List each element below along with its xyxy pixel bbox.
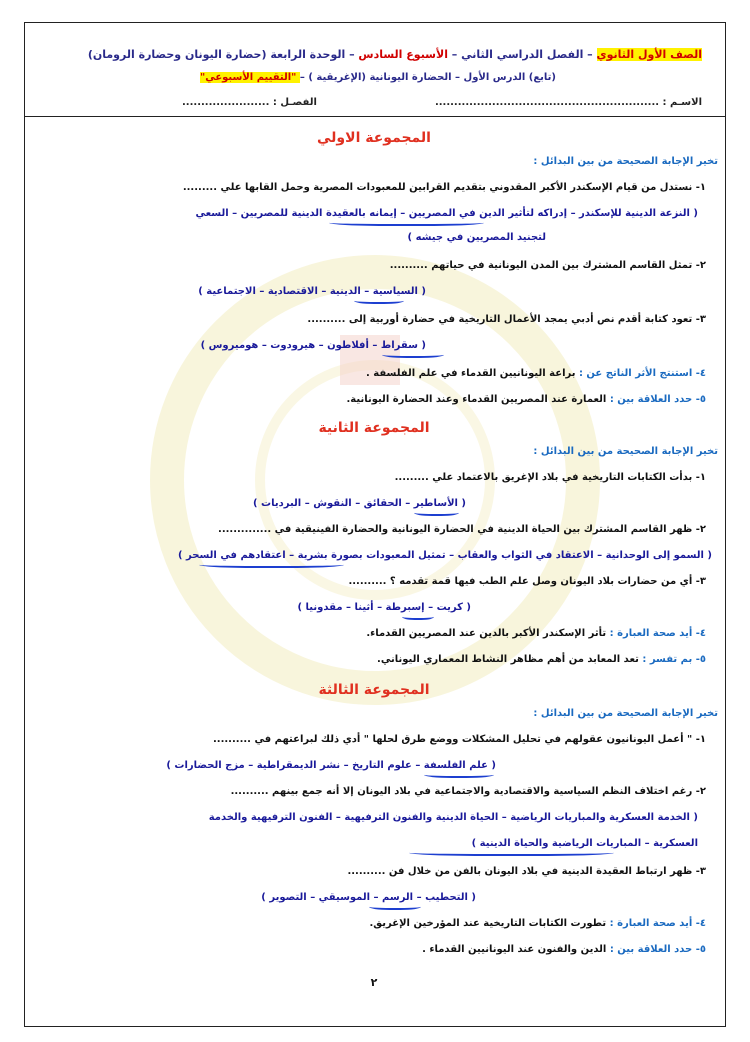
g3-question-5 [422,944,706,955]
g2-q3-options: ( كريت – إسبرطة – أثينا – مقدونيا ) [297,602,471,613]
weekly-eval-label: "التقييم الأسبوعي" [200,72,300,83]
group-2-instruction: تخير الإجابة الصحيحة من بين البدائل : [533,446,718,457]
name-field: الاسـم : ........................................................... [434,97,702,108]
header-line-1 [88,48,702,61]
g3-question-3: ٣- ظهر ارتباط العقيدة الدينية في بلاد اليونان بالفن من خلال فن .......... [347,866,706,877]
answer-underline [354,296,404,304]
g2-question-2: ٢- ظهر القاسم المشترك بين الحياة الدينية في الحضارة اليونانية والحضارة الفينيقية في .............. [218,524,706,535]
answer-underline [402,612,434,620]
grade-label: الصف الأول الثانوي [596,48,702,61]
g2-question-1: ١- بدأت الكتابات التاريخية في بلاد الإغريق بالاعتماد علي ......... [394,472,706,483]
g3-q2-options-b: العسكرية – المباريات الرياضية والحياة الدينية ) [471,838,698,849]
group-3-title: المجموعة الثالثة [318,682,430,698]
g1-question-3: ٣- تعود كتابة أقدم نص أدبي يمجد الأعمال التاريخية في حضارة أوربية إلى .......... [307,314,706,325]
worksheet [24,22,726,1027]
answer-underline [382,350,444,358]
g2-question-5 [377,654,706,665]
g3-q5-text: الدين والفنون عند اليونانيين القدماء . [422,944,610,955]
g2-question-4 [366,628,706,639]
g3-q5-label: ٥- حدد العلاقة بين : [609,944,706,955]
class-field: الفصـل : ....................... [182,97,317,108]
g2-q4-label: ٤- أيد صحة العبارة : [609,628,706,639]
g3-q1-options: ( علم الفلسفة – علوم التاريخ – نشر الديمقراطية – مزج الحضارات ) [166,760,496,771]
g3-q2-options-a: ( الخدمة العسكرية والمباريات الرياضية – الحياة الدينية والفنون الترفيهية – الفنون الترفيهية والخدمة [208,812,698,823]
page-number: ٢ [370,976,378,989]
g1-q4-text: براعة اليونانيين القدماء في علم الفلسفة . [365,368,579,379]
g3-q3-options: ( التحطيب – الرسم – الموسيقي – التصوير ) [261,892,476,903]
g1-question-2: ٢- تمثل القاسم المشترك بين المدن اليونانية في حياتهم .......... [389,260,706,271]
g1-question-1: ١- نستدل من قيام الإسكندر الأكبر المقدوني بتقديم القرابين للمعبودات المصرية وحمل القابها علي ......... [182,182,706,193]
group-1-instruction: تخير الإجابة الصحيحة من بين البدائل : [533,156,718,167]
g3-q4-text: تطورت الكتابات التاريخية عند المؤرخين الإغريق. [369,918,610,929]
g2-q1-options: ( الأساطير – الحقائق – النقوش – البرديات ) [253,498,466,509]
answer-underline [414,508,459,516]
term-label: – الفصل الدراسي الثاني – [447,48,597,61]
g1-q3-options: ( سقراط – أفلاطون – هيرودوت – هوميروس ) [200,340,426,351]
student-info-line [62,97,702,108]
g2-q5-text: تعد المعابد من أهم مظاهر النشاط المعماري اليوناني. [377,654,643,665]
lesson-label: (تابع) الدرس الأول – الحضارة اليونانية (الإغريقية ) – [299,72,556,83]
g1-q4-label: ٤- استنتج الأثر الناتج عن : [578,368,706,379]
g3-q4-label: ٤- أيد صحة العبارة : [609,918,706,929]
g2-q5-label: ٥- بم تفسر : [642,654,706,665]
g1-question-4 [366,368,706,379]
answer-underline [199,560,344,568]
g2-question-3: ٣- أي من حضارات بلاد اليونان وصل علم الطب فيها قمة تقدمه ؟ .......... [348,576,706,587]
g3-question-4 [369,918,706,929]
group-3-instruction: تخير الإجابة الصحيحة من بين البدائل : [533,708,718,719]
g3-question-2: ٢- رغم اختلاف النظم السياسية والاقتصادية والاجتماعية في بلاد اليونان إلا أنه جمع بينهم .......... [230,786,706,797]
header-line-2 [200,72,556,83]
g1-q1-options-b: لتجنيد المصريين في جيشه ) [407,232,546,243]
group-2-title: المجموعة الثانية [318,420,430,436]
answer-underline [424,770,494,778]
g1-q5-label: ٥- حدد العلاقة بين : [609,394,706,405]
g2-q2-options: ( السمو إلى الوحدانية – الاعتقاد في الثواب والعقاب – تمثيل المعبودات بصورة بشرية – اعتقادهم في السحر ) [178,550,712,561]
unit-label: – الوحدة الرابعة (حضارة اليونان وحضارة الرومان) [87,48,359,61]
g1-q2-options: ( السياسية – الدينية – الاقتصادية – الاجتماعية ) [198,286,426,297]
header-divider [24,116,726,117]
g1-q1-options-a: ( النزعة الدينية للإسكندر – إدراكه لتأثير الدين في المصريين – إيمانه بالعقيدة الدينية للمصريين – السعي [195,208,698,219]
answer-underline [329,218,484,226]
answer-underline [369,902,421,910]
week-label: الأسبوع السادس [358,48,448,61]
group-1-title: المجموعة الاولي [317,130,431,146]
g1-question-5 [347,394,707,405]
g2-q4-text: تأثر الإسكندر الأكبر بالدين عند المصريين القدماء. [366,628,610,639]
g1-q5-text: العمارة عند المصريين القدماء وعند الحضارة اليونانية. [346,394,610,405]
answer-underline [409,848,614,856]
g3-question-1: ١- " أعمل اليونانيون عقولهم في تحليل المشكلات ووضع طرق لحلها " أدي ذلك لبراعتهم في .......... [212,734,706,745]
